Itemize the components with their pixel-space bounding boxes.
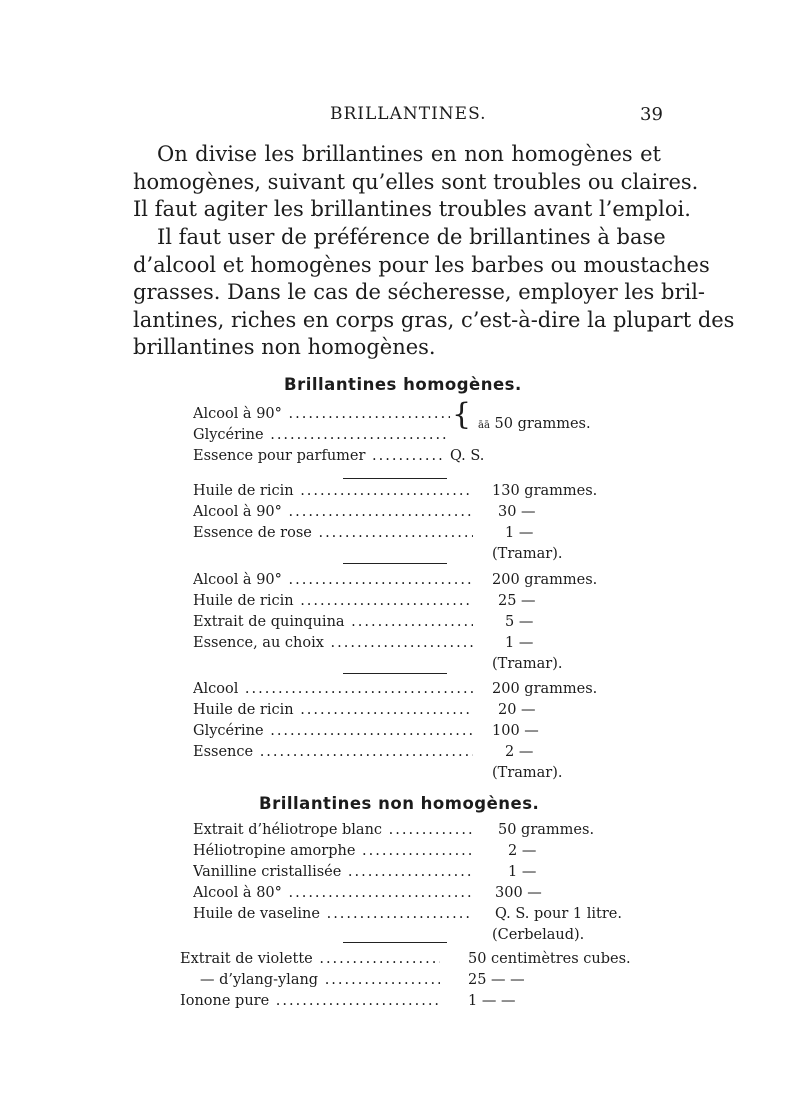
ingredient-quantity: 2 — — [508, 843, 537, 859]
intro-paragraph-1 — [133, 141, 699, 224]
recipe-row — [0, 721, 800, 742]
ingredient-quantity: 100 — — [492, 723, 539, 739]
recipe-source: (Tramar). — [492, 656, 563, 672]
recipe-row — [0, 570, 800, 591]
ingredient-quantity: 30 — — [498, 504, 536, 520]
ingredient-quantity: 1 — — [508, 864, 537, 880]
ingredient-quantity: 200 grammes. — [492, 572, 598, 588]
ingredient-quantity: 200 grammes. — [492, 681, 598, 697]
ingredient-name: Alcool à 80° ..... — [193, 883, 473, 904]
text-line: lantines, riches en corps gras, c’est-à-dire la plupart des — [133, 307, 735, 332]
ingredient-name: Huile de ricin ..... — [193, 700, 473, 721]
ingredient-quantity: 1 — — [505, 635, 534, 651]
recipe-row — [0, 523, 800, 544]
ingredient-quantity: 1 — — [505, 525, 534, 541]
recipe-row — [0, 481, 800, 502]
separator-rule — [343, 942, 447, 943]
text-line: homogènes, suivant qu’elles sont troubles ou claires. — [133, 169, 699, 194]
recipe-row — [0, 633, 800, 654]
curly-brace: { — [452, 397, 472, 432]
section-title-non-homogenes: Brillantines non homogènes. — [259, 794, 540, 813]
ingredient-name: Huile de ricin ..... — [193, 481, 473, 502]
ingredient-name: Extrait d’héliotrope blanc ..... — [193, 820, 473, 841]
recipe-row — [0, 991, 800, 1012]
recipe-source: (Tramar). — [492, 765, 563, 781]
text-line: grasses. Dans le cas de sécheresse, employer les bril- — [133, 280, 706, 304]
ingredient-name: Essence de rose ..... — [193, 523, 473, 544]
ingredient-name: Héliotropine amorphe ..... — [193, 841, 473, 862]
recipe-row — [0, 404, 800, 425]
intro-paragraph-2 — [133, 224, 735, 362]
recipe-row — [0, 612, 800, 633]
ingredient-quantity: 25 — — [498, 593, 536, 609]
ingredient-name: Alcool à 90° ..... — [193, 404, 450, 425]
recipe-row — [0, 742, 800, 763]
recipe-row — [0, 841, 800, 862]
ingredient-name: Essence, au choix ..... — [193, 633, 473, 654]
ingredient-quantity: 50 grammes. — [498, 822, 595, 838]
running-title: BRILLANTINES. — [330, 104, 487, 124]
text-line: d’alcool et homogènes pour les barbes ou moustaches — [133, 252, 710, 277]
ingredient-name: Huile de ricin ..... — [193, 591, 473, 612]
ingredient-name: Glycérine ..... — [193, 425, 450, 446]
ingredient-name: Essence ..... — [193, 742, 473, 763]
recipe-source: (Cerbelaud). — [492, 927, 585, 943]
ingredient-quantity: 50 centimètres cubes. — [468, 951, 631, 967]
ingredient-name: — d’ylang-ylang ..... — [200, 970, 440, 991]
ingredient-quantity: Q. S. — [450, 448, 485, 464]
ingredient-quantity: 5 — — [505, 614, 534, 630]
ingredient-quantity: 1 — — — [468, 993, 516, 1009]
text-line: Il faut user de préférence de brillantines à base — [157, 225, 666, 249]
ingredient-quantity: 20 — — [498, 702, 536, 718]
ingredient-name: Extrait de quinquina ..... — [193, 612, 473, 633]
recipe-row — [0, 883, 800, 904]
recipe-row — [0, 970, 800, 991]
recipe-row — [0, 862, 800, 883]
recipe-row — [0, 446, 800, 467]
separator-rule — [343, 478, 447, 479]
separator-rule — [343, 563, 447, 564]
text-line: Il faut agiter les brillantines troubles avant l’emploi. — [133, 197, 691, 221]
ingredient-quantity: 130 grammes. — [492, 483, 598, 499]
recipe-row — [0, 425, 800, 446]
recipe-row — [0, 591, 800, 612]
recipe-row — [0, 679, 800, 700]
text-line: brillantines non homogènes. — [133, 335, 436, 359]
section-title-homogenes: Brillantines homogènes. — [284, 375, 522, 394]
aa-quantity — [478, 414, 591, 435]
ingredient-name: Essence pour parfumer ..... — [193, 446, 443, 467]
ingredient-name: Alcool à 90° ..... — [193, 570, 473, 591]
separator-rule — [343, 673, 447, 674]
recipe-row — [0, 820, 800, 841]
aa-mark: āā — [478, 420, 490, 431]
recipe-row — [0, 700, 800, 721]
ingredient-quantity: Q. S. pour 1 litre. — [495, 906, 622, 922]
recipe-source: (Tramar). — [492, 546, 563, 562]
ingredient-name: Extrait de violette ..... — [180, 949, 440, 970]
ingredient-name: Ionone pure ..... — [180, 991, 440, 1012]
ingredient-name: Huile de vaseline ..... — [193, 904, 473, 925]
page-number: 39 — [640, 104, 663, 125]
ingredient-name: Alcool à 90° ..... — [193, 502, 473, 523]
ingredient-name: Glycérine ..... — [193, 721, 473, 742]
recipe-row — [0, 502, 800, 523]
ingredient-name: Vanilline cristallisée ..... — [193, 862, 473, 883]
ingredient-quantity: 25 — — — [468, 972, 525, 988]
aa-value: 50 grammes. — [494, 416, 591, 432]
ingredient-quantity: 300 — — [495, 885, 542, 901]
ingredient-name: Alcool ..... — [193, 679, 473, 700]
recipe-row — [0, 904, 800, 925]
recipe-row — [0, 949, 800, 970]
text-line: On divise les brillantines en non homogènes et — [157, 142, 661, 166]
ingredient-quantity: 2 — — [505, 744, 534, 760]
